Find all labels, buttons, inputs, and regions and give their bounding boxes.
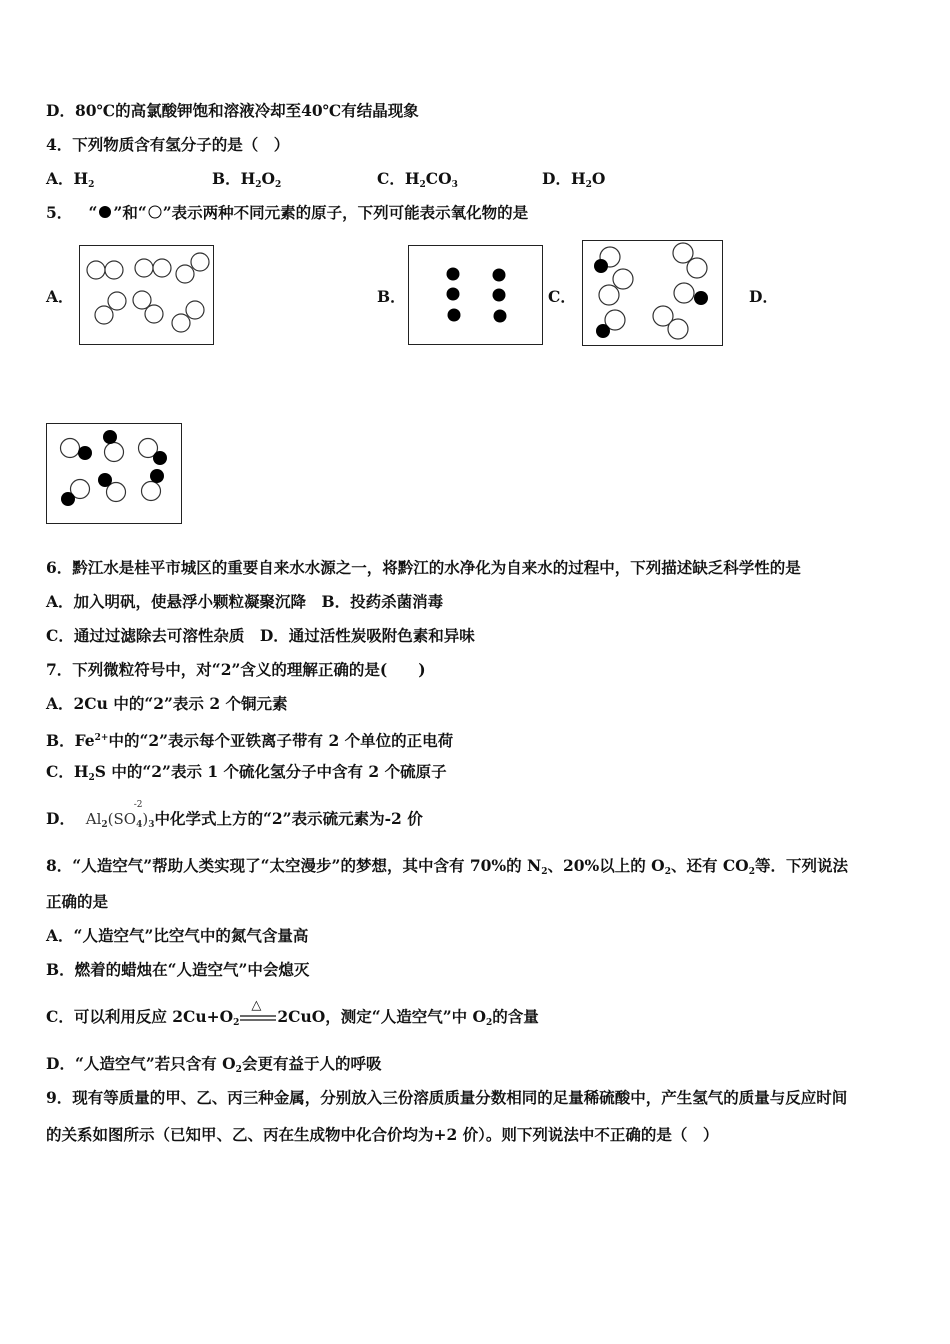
q5-diagram-a: [79, 245, 214, 345]
q5-label-a: A．: [46, 287, 74, 306]
q5-label-b: B．: [377, 287, 406, 306]
q5-diagram-d: [46, 423, 182, 524]
q5-stem: 5． “ ”和“ ”表示两种不同元素的原子，下列可能表示氧化物的是: [46, 203, 529, 222]
q9-stem-line1: 9．现有等质量的甲、乙、丙三种金属，分别放入三份溶质质量分数相同的足量稀硫酸中，产生氢气的质量与反应时间: [46, 1088, 848, 1107]
q7-option-a: A．2Cu 中的“2”表示 2 个铜元素: [46, 694, 288, 713]
q3-option-d: D．80℃的高氯酸钾饱和溶液冷却至40℃有结晶现象: [46, 101, 419, 120]
q7-option-d: D． -2 $Al_2(SO_4)_3$中化学式上方的“2”表示硫元素为-2 价: [46, 808, 423, 836]
q8-stem-line1: 8．“人造空气”帮助人类实现了“太空漫步”的梦想，其中含有 70%的 $N_2$、20%以上的 $O_2$、还有 $CO_2$等．下列说法: [46, 856, 848, 877]
q4-option-d: D．$H_2O$: [542, 169, 606, 190]
q5-label-d: D．: [749, 287, 778, 306]
q8-option-a: A．“人造空气”比空气中的氮气含量高: [46, 926, 309, 945]
q4-option-c: C．$H_2CO_3$: [377, 169, 458, 190]
q6-stem: 6．黔江水是桂平市城区的重要自来水水源之一，将黔江的水净化为自来水的过程中，下列描述缺乏科学性的是: [46, 558, 801, 577]
q7-stem: 7．下列微粒符号中，对“2”含义的理解正确的是( ): [46, 660, 426, 679]
q7-option-c: C．$H_2S$ 中的“2”表示 1 个硫化氢分子中含有 2 个硫原子: [46, 762, 447, 783]
q8-stem-line2: 正确的是: [46, 892, 109, 911]
q7-option-b: B．$Fe^{2+}$中的“2”表示每个亚铁离子带有 2 个单位的正电荷: [46, 731, 454, 750]
q9-stem-line2: 的关系如图所示（已知甲、乙、丙在生成物中化合价均为+2 价）。则下列说法中不正确的是（ ）: [46, 1125, 719, 1144]
q6-options-cd: C．通过过滤除去可溶性杂质 D．通过活性炭吸附色素和异味: [46, 626, 475, 645]
q4-option-a: A．$H_2$: [46, 169, 95, 190]
q8-option-c: C．可以利用反应 $2Cu+O_2$ △ 2CuO，测定“人造空气”中 $O_2$的含量: [46, 998, 539, 1028]
q8-option-b: B．燃着的蜡烛在“人造空气”中会熄灭: [46, 960, 310, 979]
q6-options-ab: A．加入明矾，使悬浮小颗粒凝聚沉降 B．投药杀菌消毒: [46, 592, 444, 611]
hollow-atom-icon: [147, 205, 163, 219]
q5-diagram-c: [582, 240, 723, 346]
aluminium-sulfate-formula: -2 $Al_2(SO_4)_3$: [85, 800, 155, 830]
q8-option-d: D．“人造空气”若只含有 $O_2$会更有益于人的呼吸: [46, 1054, 382, 1075]
q5-diagram-b: [408, 245, 543, 345]
q4-stem: 4．下列物质含有氢分子的是（ ）: [46, 135, 290, 154]
q5-label-c: C．: [548, 287, 576, 306]
filled-atom-icon: [97, 205, 113, 219]
q4-option-b: B．$H_2O_2$: [212, 169, 282, 190]
heating-condition-sign: △: [251, 998, 262, 1013]
